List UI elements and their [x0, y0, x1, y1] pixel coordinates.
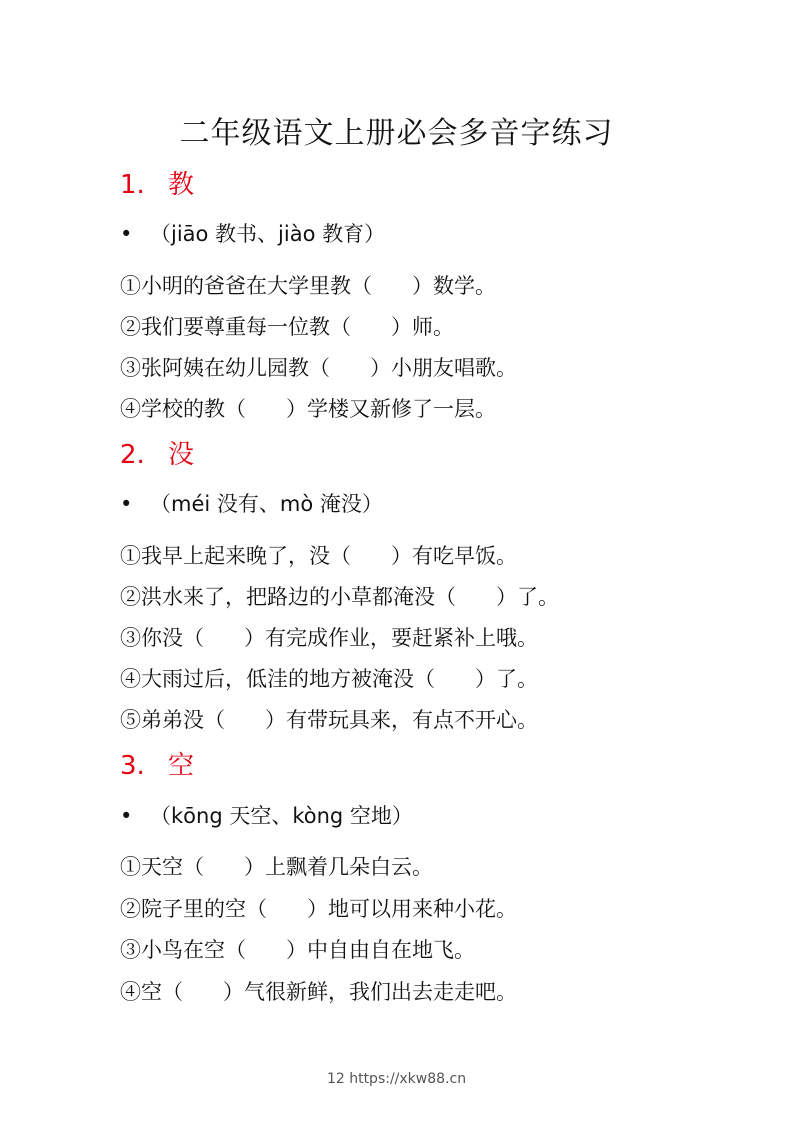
section-heading-1	[120, 164, 194, 201]
section-number: 1.	[120, 170, 145, 200]
sentence-line: ②我们要尊重每一位教（ ）师。	[120, 315, 455, 339]
section-number: 2.	[120, 440, 145, 470]
section-number: 3.	[120, 751, 145, 781]
pinyin-line-3	[120, 800, 413, 830]
sentence-line: ⑤弟弟没（ ）有带玩具来，有点不开心。	[120, 708, 539, 732]
page-title: 二年级语文上册必会多音字练习	[179, 116, 614, 151]
pinyin-text: （méi 没有、mò 淹没）	[150, 492, 383, 516]
section-character: 没	[168, 440, 195, 470]
section-character: 教	[168, 170, 195, 200]
sentence-line: ④空（ ）气很新鲜，我们出去走走吧。	[120, 980, 518, 1004]
sentence-line: ②院子里的空（ ）地可以用来种小花。	[120, 897, 518, 921]
bullet-icon: •	[120, 222, 133, 246]
sentence-line: ①天空（ ）上飘着几朵白云。	[120, 855, 434, 879]
sentence-line: ②洪水来了，把路边的小草都淹没（ ）了。	[120, 585, 560, 609]
pinyin-line-2	[120, 488, 383, 518]
bullet-icon: •	[120, 492, 133, 516]
section-heading-3	[120, 745, 194, 782]
sentence-line: ③小鸟在空（ ）中自由自在地飞。	[120, 938, 476, 962]
pinyin-text: （kōng 天空、kòng 空地）	[150, 804, 413, 828]
page-footer: 12 https://xkw88.cn	[326, 1071, 467, 1087]
sentence-line: ③张阿姨在幼儿园教（ ）小朋友唱歌。	[120, 356, 518, 380]
sentence-line: ③你没（ ）有完成作业，要赶紧补上哦。	[120, 626, 539, 650]
pinyin-text: （jiāo 教书、jiào 教育）	[150, 222, 386, 246]
sentence-line: ④大雨过后，低洼的地方被淹没（ ）了。	[120, 667, 539, 691]
bullet-icon: •	[120, 804, 133, 828]
sentence-line: ①小明的爸爸在大学里教（ ）数学。	[120, 274, 497, 298]
pinyin-line-1	[120, 218, 385, 248]
sentence-line: ④学校的教（ ）学楼又新修了一层。	[120, 397, 497, 421]
section-character: 空	[168, 751, 195, 781]
sentence-line: ①我早上起来晚了，没（ ）有吃早饭。	[120, 544, 518, 568]
section-heading-2	[120, 434, 194, 471]
